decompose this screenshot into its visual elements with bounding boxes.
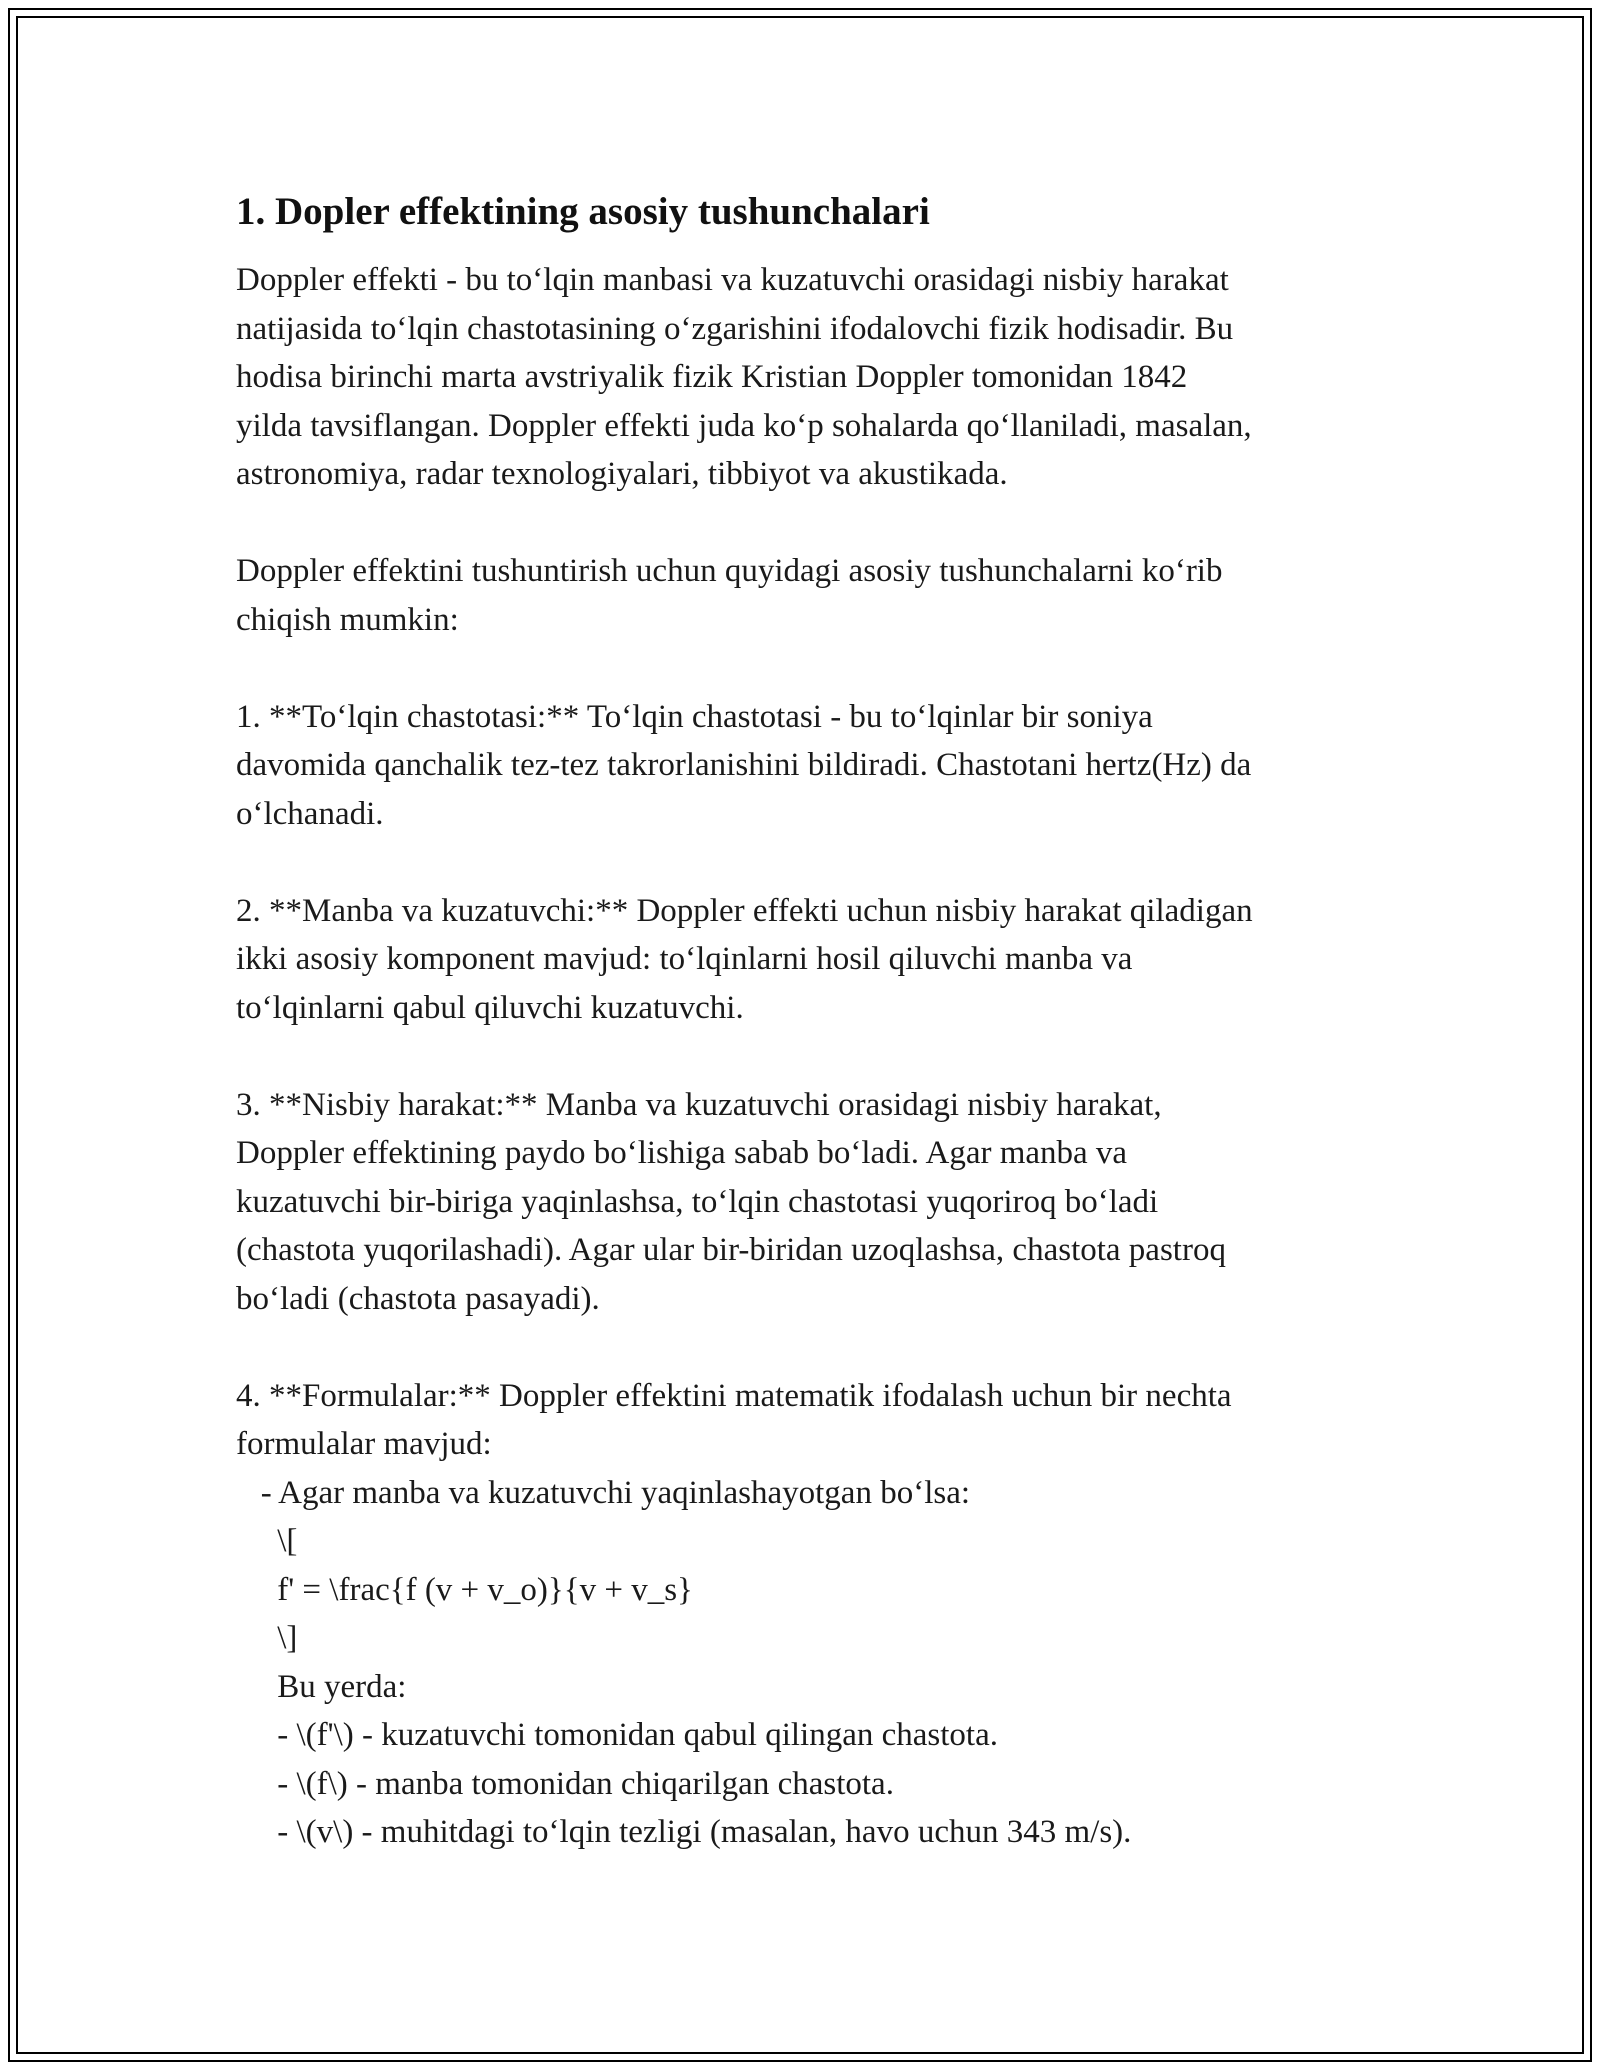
text-line: (chastota yuqorilashadi). Agar ular bir-biridan uzoqlashsa, chastota pastroq: [236, 1232, 1226, 1268]
text-line: - \(f'\) - kuzatuvchi tomonidan qabul qilingan chastota.: [236, 1717, 998, 1753]
text-line: - \(f\) - manba tomonidan chiqarilgan chastota.: [236, 1765, 894, 1802]
text-line: - Agar manba va kuzatuvchi yaqinlashayotgan bo‘lsa:: [236, 1474, 971, 1511]
text-line: - \(v\) - muhitdagi to‘lqin tezligi (masalan, havo uchun 343 m/s).: [236, 1814, 1132, 1850]
text-line: 4. **Formulalar:** Doppler effektini matematik ifodalash uchun bir nechta: [236, 1377, 1232, 1414]
text-line: yilda tavsiflangan. Doppler effekti juda ko‘p sohalarda qo‘llaniladi, masalan,: [236, 407, 1252, 444]
text-line: Doppler effektining paydo bo‘lishiga sabab bo‘ladi. Agar manba va: [236, 1135, 1128, 1171]
text-line: f' = \frac{f (v + v_o)}{v + v_s}: [236, 1571, 693, 1608]
text-line: to‘lqinlarni qabul qiluvchi kuzatuvchi.: [236, 989, 744, 1026]
text-line: \]: [236, 1620, 298, 1656]
blank-line: [236, 1032, 1386, 1081]
text-line: 1. **To‘lqin chastotasi:** To‘lqin chastotasi - bu to‘lqinlar bir soniya: [236, 698, 1153, 735]
text-line: chiqish mumkin:: [236, 601, 459, 638]
blank-line: [236, 838, 1386, 887]
text-line: ikki asosiy komponent mavjud: to‘lqinlarni hosil qiluvchi manba va: [236, 941, 1133, 977]
text-line: Doppler effektini tushuntirish uchun quyidagi asosiy tushunchalarni ko‘rib: [236, 553, 1223, 589]
text-line: astronomiya, radar texnologiyalari, tibbiyot va akustikada.: [236, 456, 1008, 492]
section-heading: 1. Dopler effektining asosiy tushunchalari: [236, 190, 930, 233]
paragraph-block: [236, 256, 1386, 1857]
text-line: Bu yerda:: [236, 1668, 407, 1705]
text-line: natijasida to‘lqin chastotasining o‘zgarishini ifodalovchi fizik hodisadir. Bu: [236, 310, 1234, 347]
text-line: davomida qanchalik tez-tez takrorlanishini bildiradi. Chastotani hertz(Hz) da: [236, 747, 1252, 783]
blank-line: [236, 1323, 1386, 1372]
text-line: kuzatuvchi bir-biriga yaqinlashsa, to‘lqin chastotasi yuqoriroq bo‘ladi: [236, 1183, 1159, 1220]
document-body: [236, 186, 1386, 1857]
blank-line: [236, 499, 1386, 548]
blank-line: [236, 644, 1386, 693]
text-line: 3. **Nisbiy harakat:** Manba va kuzatuvchi orasidagi nisbiy harakat,: [236, 1086, 1162, 1123]
text-line: Doppler effekti - bu to‘lqin manbasi va kuzatuvchi orasidagi nisbiy harakat: [236, 262, 1229, 298]
text-line: o‘lchanadi.: [236, 795, 384, 832]
text-line: hodisa birinchi marta avstriyalik fizik Kristian Doppler tomonidan 1842: [236, 359, 1188, 395]
text-line: formulalar mavjud:: [236, 1426, 492, 1462]
text-line: 2. **Manba va kuzatuvchi:** Doppler effekti uchun nisbiy harakat qiladigan: [236, 892, 1253, 929]
text-line: \[: [236, 1523, 298, 1559]
text-line: bo‘ladi (chastota pasayadi).: [236, 1280, 600, 1317]
